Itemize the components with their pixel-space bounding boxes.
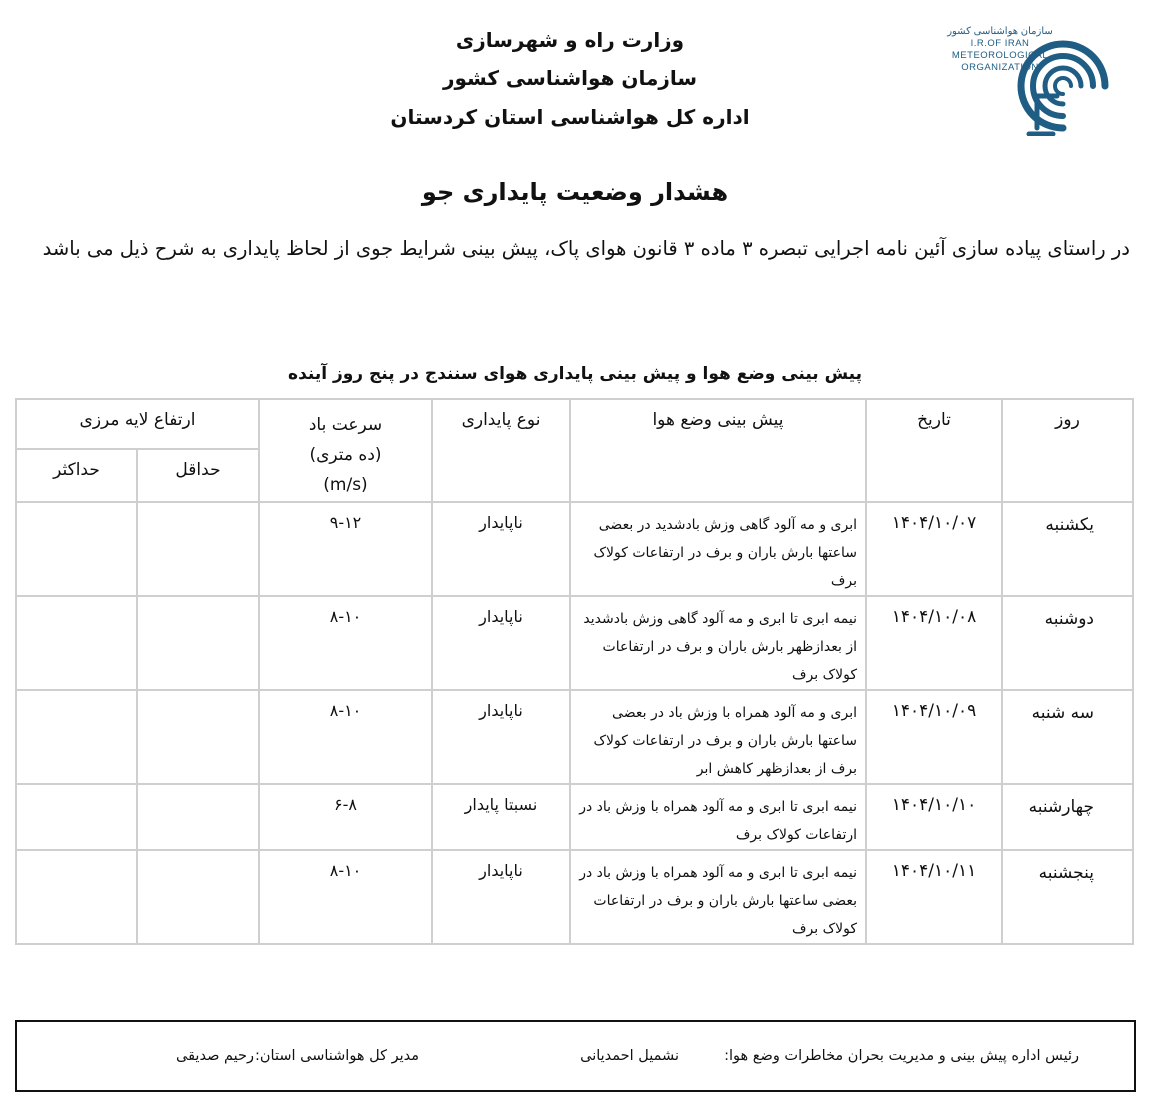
header-wind-speed [259, 399, 432, 502]
cell-date: ۱۴۰۴/۱۰/۱۱ [866, 850, 1002, 944]
signature-box [15, 1020, 1136, 1092]
cell-date: ۱۴۰۴/۱۰/۰۷ [866, 502, 1002, 596]
cell-min [137, 690, 259, 784]
cell-stability: ناپایدار [432, 502, 570, 596]
header-forecast: پیش بینی وضع هوا [570, 399, 866, 502]
intro-paragraph: در راستای پیاده سازی آئین نامه اجرایی تبصره ۳ ماده ۳ قانون هوای پاک، پیش بینی شرایط جوی از لحاظ پایداری به شرح ذیل می باشد [42, 237, 1130, 260]
cell-wind: ۸-۱۰ [259, 596, 432, 690]
cell-forecast: نیمه ابری تا ابری و مه آلود گاهی وزش بادشدید از بعدازظهر بارش باران و برف در ارتفاعات کولاک برف [570, 596, 866, 690]
cell-stability: ناپایدار [432, 850, 570, 944]
cell-day: سه شنبه [1002, 690, 1133, 784]
cell-stability: نسبتا پایدار [432, 784, 570, 850]
director-name: رحیم صدیقی [176, 1048, 254, 1064]
table-row [16, 596, 1133, 690]
header-wind-line2: (ده متری) [309, 445, 382, 465]
cell-stability: ناپایدار [432, 596, 570, 690]
logo-en-line2: METEOROLOGICAL [951, 50, 1049, 61]
cell-min [137, 502, 259, 596]
cell-max [16, 784, 137, 850]
cell-date: ۱۴۰۴/۱۰/۱۰ [866, 784, 1002, 850]
table-row [16, 502, 1133, 596]
header-max: حداکثر [16, 449, 137, 502]
cell-min [137, 850, 259, 944]
forecast-table [15, 398, 1134, 945]
forecast-head-title: رئیس اداره پیش بینی و مدیریت بحران مخاطرات وضع هوا: [724, 1048, 1079, 1064]
header-date: تاریخ [866, 399, 1002, 502]
header-day: روز [1002, 399, 1133, 502]
logo-en-line1: I.R.OF IRAN [970, 38, 1030, 49]
cell-day: پنجشنبه [1002, 850, 1133, 944]
cell-min [137, 784, 259, 850]
cell-min [137, 596, 259, 690]
cell-max [16, 690, 137, 784]
header-boundary-layer: ارتفاع لایه مرزی [16, 399, 259, 449]
header-wind-line1: سرعت باد [308, 415, 383, 435]
header-min: حداقل [137, 449, 259, 502]
page-title: هشدار وضعیت پایداری جو [421, 178, 729, 206]
header-wind-line3: (m/s) [323, 475, 368, 495]
cell-day: یکشنبه [1002, 502, 1133, 596]
table-row [16, 690, 1133, 784]
cell-forecast: نیمه ابری تا ابری و مه آلود همراه با وزش باد در بعضی ساعتها بارش باران و برف در ارتفاعات کولاک برف [570, 850, 866, 944]
cell-stability: ناپایدار [432, 690, 570, 784]
cell-wind: ۶-۸ [259, 784, 432, 850]
organization-name: سازمان هواشناسی کشور [442, 66, 698, 90]
cell-day: دوشنبه [1002, 596, 1133, 690]
cell-wind: ۸-۱۰ [259, 690, 432, 784]
cell-wind: ۹-۱۲ [259, 502, 432, 596]
cell-max [16, 596, 137, 690]
logo-fa-text: سازمان هواشناسی کشور [947, 26, 1053, 37]
meteorological-logo [945, 18, 1115, 143]
cell-date: ۱۴۰۴/۱۰/۰۹ [866, 690, 1002, 784]
forecast-head-name: نشمیل احمدیانی [580, 1048, 679, 1064]
cell-day: چهارشنبه [1002, 784, 1133, 850]
spiral-logo-icon [1017, 36, 1109, 136]
cell-forecast: نیمه ابری تا ابری و مه آلود همراه با وزش باد در ارتفاعات کولاک برف [570, 784, 866, 850]
table-caption: پیش بینی وضع هوا و پیش بینی پایداری هوای سنندج در پنج روز آینده [288, 364, 862, 384]
cell-wind: ۸-۱۰ [259, 850, 432, 944]
cell-max [16, 850, 137, 944]
table-row [16, 850, 1133, 944]
logo-en-line3: ORGANIZATION [961, 62, 1039, 73]
cell-forecast: ابری و مه آلود همراه با وزش باد در بعضی ساعتها بارش باران و برف در ارتفاعات کولاک برف از بعدازظهر کاهش ابر [570, 690, 866, 784]
ministry-name: وزارت راه و شهرسازی [455, 28, 685, 52]
cell-forecast: ابری و مه آلود گاهی وزش بادشدید در بعضی ساعتها بارش باران و برف در ارتفاعات کولاک برف [570, 502, 866, 596]
cell-max [16, 502, 137, 596]
table-row [16, 784, 1133, 850]
office-name: اداره کل هواشناسی استان کردستان [390, 105, 750, 129]
director-title: مدیر کل هواشناسی استان: [255, 1048, 419, 1064]
header-stability: نوع پایداری [432, 399, 570, 502]
cell-date: ۱۴۰۴/۱۰/۰۸ [866, 596, 1002, 690]
